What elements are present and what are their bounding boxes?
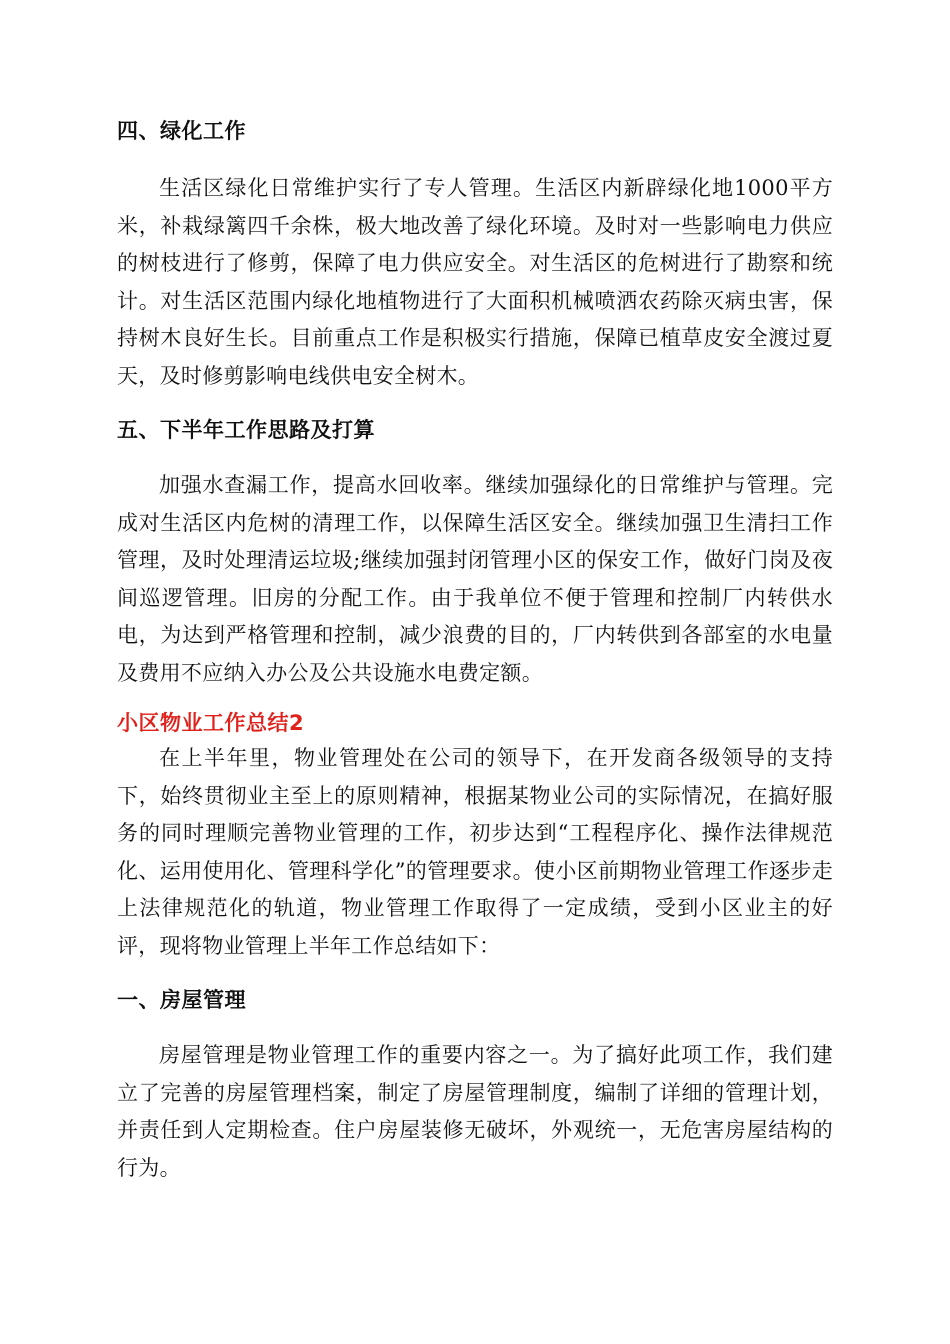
section-heading-housing: 一、房屋管理	[117, 988, 246, 1012]
section-heading-plan: 五、下半年工作思路及打算	[117, 418, 375, 442]
section-body-housing: 房屋管理是物业管理工作的重要内容之一。为了搞好此项工作，我们建立了完善的房屋管理档案，制定了房屋管理制度，编制了详细的管理计划，并责任到人定期检查。住户房屋装修无破坏，外观统一，无危害房屋结构的行为。	[117, 1043, 833, 1180]
section-body-greening: 生活区绿化日常维护实行了专人管理。生活区内新辟绿化地1000平方米，补栽绿篱四千余株，极大地改善了绿化环境。及时对一些影响电力供应的树枝进行了修剪，保障了电力供应安全。对生活区的危树进行了勘察和统计。对生活区范围内绿化地植物进行了大面积机械喷洒农药除灭病虫害，保持树木良好生长。目前重点工作是积极实行措施，保障已植草皮安全渡过夏天，及时修剪影响电线供电安全树木。	[117, 176, 833, 388]
document-title-summary-2: 小区物业工作总结2	[117, 711, 305, 735]
section-body-plan: 加强水查漏工作，提高水回收率。继续加强绿化的日常维护与管理。完成对生活区内危树的清理工作，以保障生活区安全。继续加强卫生清扫工作管理，及时处理清运垃圾;继续加强封闭管理小区的保安工作，做好门岗及夜间巡逻管理。旧房的分配工作。由于我单位不便于管理和控制厂内转供水电，为达到严格管理和控制，减少浪费的目的，厂内转供到各部室的水电量及费用不应纳入办公及公共设施水电费定额。	[117, 473, 833, 685]
section-body-summary-intro: 在上半年里，物业管理处在公司的领导下，在开发商各级领导的支持下，始终贯彻业主至上的原则精神，根据某物业公司的实际情况，在搞好服务的同时理顺完善物业管理的工作，初步达到“工程程序化、操作法律规范化、运用使用化、管理科学化”的管理要求。使小区前期物业管理工作逐步走上法律规范化的轨道，物业管理工作取得了一定成绩，受到小区业主的好评，现将物业管理上半年工作总结如下：	[117, 746, 833, 958]
section-heading-greening: 四、绿化工作	[117, 119, 246, 143]
document-page	[117, 108, 833, 1187]
